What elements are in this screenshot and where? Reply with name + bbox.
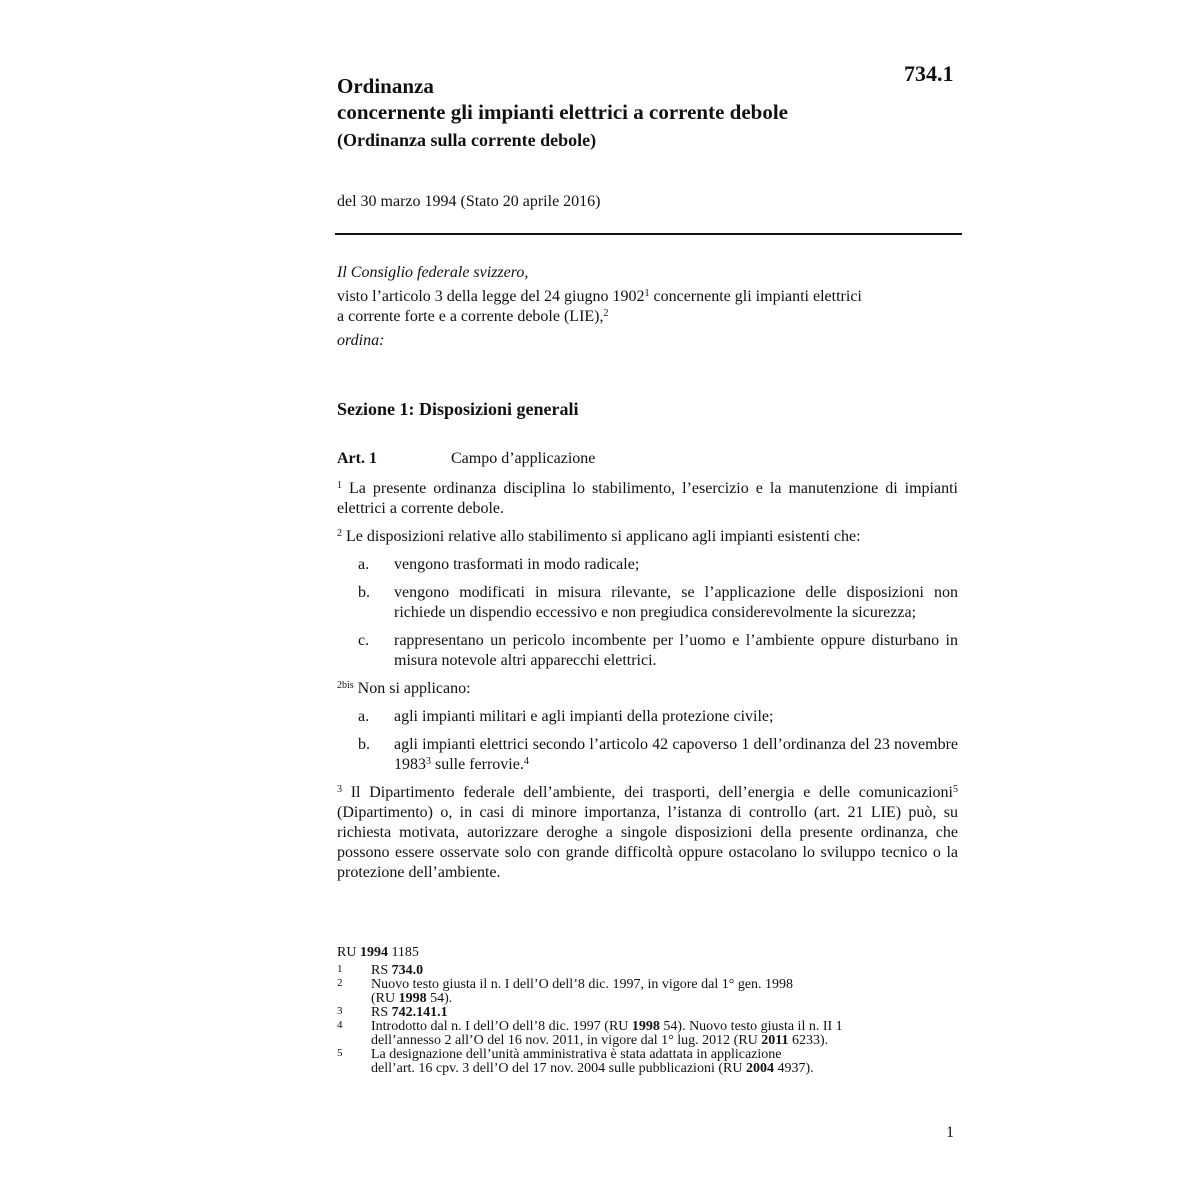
section-title: Sezione 1: Disposizioni generali — [337, 399, 579, 419]
preamble-authority: Il Consiglio federale svizzero, — [337, 264, 529, 281]
article-heading — [337, 449, 958, 469]
article-1 — [337, 449, 958, 891]
footnote-1: 1 RS 734.0 — [337, 963, 424, 978]
footnote-5: 5 La designazione dell’unità amministrativa è stata adattata in applicazione dell’art. 16 cpv. 3 dell’O del 17 nov. 2004 sulle pubblicazioni (RU 2004 4937). — [337, 1047, 814, 1076]
paragraph-1: $^1$ La presente ordinanza disciplina lo stabilimento, l’esercizio e la manutenzione di impianti elettrici a corrente debole. — [337, 480, 958, 517]
preamble-ordains: ordina: — [337, 332, 385, 349]
article-number: Art. 1 — [337, 450, 377, 467]
paragraph-2bis: $^{2bis}$ Non si applicano: — [337, 680, 471, 697]
sr-number: 734.1 — [904, 61, 954, 86]
header-divider — [335, 233, 962, 235]
page-number: 1 — [946, 1124, 954, 1141]
title-line-1: Ordinanza — [337, 74, 434, 98]
preamble-line-1: visto l’articolo 3 della legge del 24 giugno 1902$^1$ concernente gli impianti elettrici — [337, 288, 862, 305]
footnote-ref-3[interactable]: 3 — [426, 756, 431, 767]
footnote-3: 3 RS 742.141.1 — [337, 1005, 448, 1020]
list-item: b. vengono modificati in misura rilevante, se l’applicazione delle disposizioni non richiede un dispendio eccessivo e non pregiudica considerevolmente la sicurezza; — [358, 584, 958, 621]
footnotes — [337, 946, 917, 1076]
document-title — [337, 73, 788, 125]
footnote-ref-4[interactable]: 4 — [523, 756, 529, 767]
footnote-ref-2[interactable]: 2 — [603, 308, 609, 319]
ru-reference: RU 1994 1185 — [337, 945, 419, 960]
paragraph-3: $^3$ Il Dipartimento federale dell’ambiente, dei trasporti, dell’energia e delle comunicazioni$^5$ (Dipartimento) o, in casi di minore importanza, l’istanza di controllo (art. 21 LIE) può, su richiesta motivata, autorizzare deroghe a singole disposizioni della presente ordinanza, che possono essere osservate solo con grande difficoltà oppure ostacolano lo sviluppo tecnico o la protezione dell’ambiente. — [337, 784, 958, 881]
footnote-ref-1[interactable]: 1 — [644, 288, 650, 299]
footnote-4: 4 Introdotto dal n. I dell’O dell’8 dic. 1997 (RU 1998 54). Nuovo testo giusta il n. II 1 dell’annesso 2 all’O del 16 nov. 2011, in vigore dal 1° lug. 2012 (RU 2011 6233). — [337, 1019, 843, 1048]
article-title: Campo d’applicazione — [451, 450, 596, 467]
list-item: c. rappresentano un pericolo incombente per l’uomo e l’ambiente oppure disturbano in misura notevole altri apparecchi elettrici. — [358, 632, 958, 669]
list-item: a. agli impianti militari e agli impianti della protezione civile; — [358, 708, 774, 725]
preamble — [337, 263, 959, 351]
preamble-line-2: a corrente forte e a corrente debole (LIE),$^2$ — [337, 308, 609, 325]
footnote-ref-5[interactable]: 5 — [953, 784, 958, 795]
list-item: b. agli impianti elettrici secondo l’articolo 42 capoverso 1 dell’ordinanza del 23 novembre 1983$^3$ sulle ferrovie.$^4$ — [358, 736, 958, 773]
paragraph-2: $^2$ Le disposizioni relative allo stabilimento si applicano agli impianti esistenti che: — [337, 528, 861, 545]
title-line-2: concernente gli impianti elettrici a corrente debole — [337, 100, 788, 124]
list-item: a. vengono trasformati in modo radicale; — [358, 556, 640, 573]
document-date: del 30 marzo 1994 (Stato 20 aprile 2016) — [337, 193, 601, 210]
footnote-2: 2 Nuovo testo giusta il n. I dell’O dell’8 dic. 1997, in vigore dal 1° gen. 1998 (RU 1998 54). — [337, 977, 794, 1006]
document-subtitle: (Ordinanza sulla corrente debole) — [337, 130, 597, 150]
